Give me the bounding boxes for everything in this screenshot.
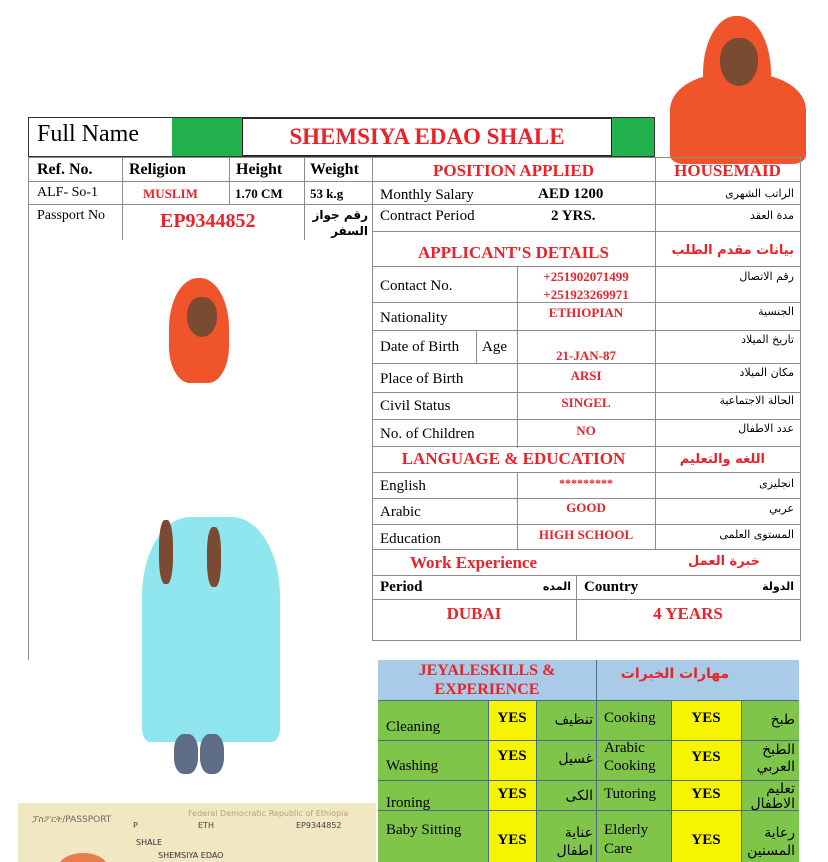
english-value: ********* [559,476,613,490]
skill-tutoring-ar-1: تعليم [766,781,795,797]
pob-label: Place of Birth [380,371,464,387]
skill-baby-sitting-ar-1: عناية [564,825,593,841]
contact-value-2: +251923269971 [543,287,629,302]
language-title: LANGUAGE & EDUCATION [401,449,626,468]
passport-ar-1: رقم جواز [312,208,368,222]
nationality-ar: الجنسية [758,305,794,318]
salary-label: Monthly Salary [380,187,474,203]
skill-elderly-care-yes: YES [691,832,721,848]
civil-label: Civil Status [380,398,451,414]
height-value: 1.70 CM [235,186,283,201]
skill-cooking: Cooking [604,710,656,726]
position-value: HOUSEMAID [674,161,781,180]
nationality-value: ETHIOPIAN [548,305,624,320]
skill-elderly-care-ar-1: رعاية [764,825,795,841]
passport-scan-line2: P [133,821,138,830]
passport-scan [18,803,376,862]
passport-scan-line1: ፓስፖርት/PASSPORT [32,815,112,825]
skills-title-2: EXPERIENCE [434,681,540,698]
skill-elderly-care-2: Care [604,841,633,857]
full-body-photo [134,262,284,782]
full-name-value: SHEMSIYA EDAO SHALE [289,124,565,149]
skill-baby-sitting: Baby Sitting [386,822,462,838]
ref-label: Ref. No. [37,161,93,178]
contact-ar: رقم الاتصال [739,270,794,283]
passport-scan-line4: EP9344852 [296,821,342,830]
english-label: English [380,478,426,494]
work-title-ar: خبرة العمل [688,554,760,569]
contract-label: Contract Period [380,208,475,224]
skill-ironing-yes: YES [497,786,527,802]
english-ar: انجليزى [759,477,794,490]
education-label: Education [380,531,441,547]
country-value: DUBAI [446,604,502,623]
skills-table [378,660,799,862]
contract-value: 2 YRS. [551,208,596,224]
skills-title-1: JEYALESKILLS & [418,662,556,679]
dob-value: 21-JAN-87 [556,348,616,363]
skill-cooking-yes: YES [691,710,721,726]
children-ar: عدد الاطفال [738,422,794,435]
arabic-ar: عربي [769,502,794,515]
skill-washing-ar: غسيل [558,751,593,767]
civil-value: SINGEL [561,395,611,410]
skill-cleaning-ar: تنظيف [554,712,593,728]
skills-title-ar: مهارات الخبرات [620,666,730,682]
passport-label: Passport No [37,208,106,223]
period-label: Period [380,579,423,595]
religion-label: Religion [129,161,186,178]
skill-arabic-cooking-ar-1: الطبخ [762,742,795,758]
skill-arabic-cooking-2: Cooking [604,758,656,774]
education-value: HIGH SCHOOL [538,527,634,542]
skill-cleaning-yes: YES [497,710,527,726]
skill-tutoring-yes: YES [691,786,721,802]
skill-arabic-cooking-ar-2: العربي [756,759,795,775]
salary-value: AED 1200 [538,186,604,202]
position-title: POSITION APPLIED [432,161,595,180]
skill-ironing-ar: الكى [565,788,593,804]
children-value: NO [576,423,596,438]
salary-ar: الراتب الشهرى [725,187,794,200]
children-label: No. of Children [380,426,475,442]
skill-tutoring-ar-2: الاطفال [750,796,795,812]
skill-ironing: Ironing [386,795,431,811]
weight-value: 53 k.g [310,186,344,201]
country-ar: الدولة [762,580,794,593]
skill-baby-sitting-yes: YES [497,832,527,848]
skill-washing: Washing [386,758,439,774]
height-label: Height [236,161,283,178]
age-label: Age [482,339,507,355]
passport-value: EP9344852 [160,210,256,232]
skill-arabic-cooking-yes: YES [691,749,721,765]
skill-elderly-care-ar-2: المسنين [747,843,795,859]
skill-arabic-cooking-1: Arabic [604,740,645,756]
passport-scan-line6: SHEMSIYA EDAO [158,851,224,860]
education-ar: المستوى العلمى [719,528,794,541]
weight-label: Weight [310,161,359,178]
dob-ar: تاريخ الميلاد [741,333,794,346]
passport-scan-country: Federal Democratic Republic of Ethiopia [188,809,349,818]
language-title-ar: اللغه والتعليم [679,452,765,467]
contact-value-1: +251902071499 [543,269,629,284]
ref-value: ALF- So-1 [37,185,99,200]
period-ar: المده [542,580,571,593]
skill-elderly-care-1: Elderly [604,822,649,838]
dob-label: Date of Birth [380,339,460,355]
pob-ar: مكان الميلاد [739,366,794,379]
contract-ar: مدة العقد [750,209,794,222]
skill-cooking-ar: طبخ [770,712,795,728]
skill-baby-sitting-ar-2: اطفال [556,843,593,859]
applicant-title-ar: بيانات مقدم الطلب [671,243,794,258]
civil-ar: الحالة الاجتماعية [719,394,794,407]
skill-tutoring: Tutoring [604,786,656,802]
pob-value: ARSI [570,368,602,383]
contact-label: Contact No. [380,278,453,294]
passport-ar-2: السفر [331,224,368,238]
skill-washing-yes: YES [497,748,527,764]
green-bar-right [612,118,654,156]
passport-scan-line3: ETH [198,821,214,830]
passport-scan-line5: SHALE [136,838,163,847]
arabic-value: GOOD [566,500,606,515]
applicant-title: APPLICANT'S DETAILS [418,243,609,262]
full-name-label: Full Name [37,121,139,147]
arabic-label: Arabic [380,504,421,520]
period-value: 4 YEARS [653,604,723,623]
country-label: Country [584,579,639,595]
portrait-photo [665,14,815,164]
skill-cleaning: Cleaning [386,719,441,735]
nationality-label: Nationality [380,310,448,326]
work-title: Work Experience [410,553,538,572]
religion-value: MUSLIM [143,186,198,201]
green-bar-left [172,118,242,156]
